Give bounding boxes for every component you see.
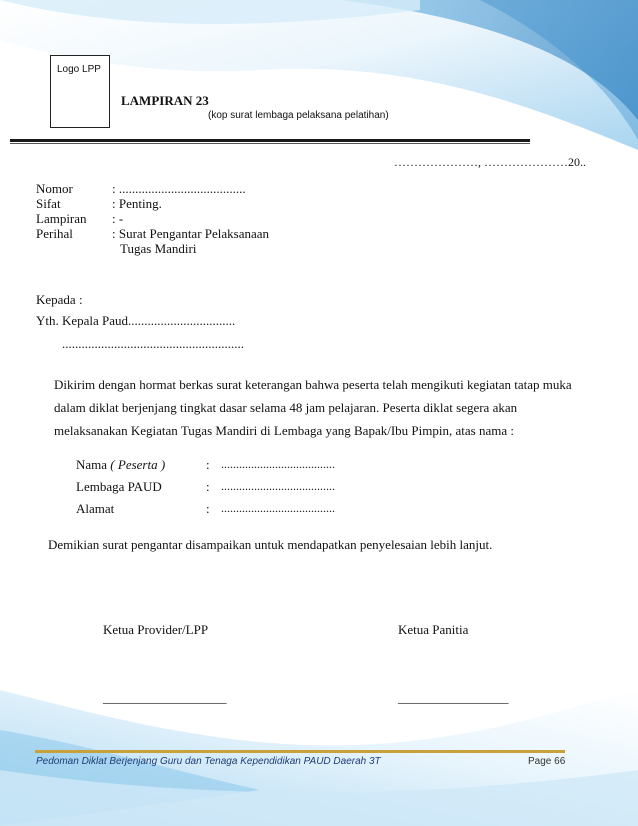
kop-surat-note: (kop surat lembaga pelaksana pelatihan)	[208, 110, 389, 121]
meta-value-sifat: : Penting.	[112, 196, 162, 211]
meta-key-perihal: Perihal	[36, 226, 73, 241]
field-label-nama	[76, 457, 165, 473]
footer-rule	[35, 750, 565, 753]
meta-key-lampiran: Lampiran	[36, 211, 87, 226]
field-colon-lembaga: :	[206, 479, 210, 494]
field-label-nama-peserta: ( Peserta )	[110, 457, 166, 472]
closing-sentence: Demikian surat pengantar disampaikan untuk mendapatkan penyelesaian lebih lanjut.	[48, 537, 493, 552]
field-colon-alamat: :	[206, 501, 210, 516]
signature-title-right: Ketua Panitia	[398, 622, 469, 637]
body-line-3: melaksanakan Kegiatan Tugas Mandiri di Lembaga yang Bapak/Ibu Pimpin, atas nama :	[54, 423, 514, 438]
signature-line-left: ___________________	[103, 690, 227, 705]
date-line: …………………, …………………20..	[394, 155, 586, 169]
yth-line: Yth. Kepala Paud.................................	[36, 313, 236, 328]
header-rule-thick	[10, 139, 530, 142]
yth-dots-line: ........................................................	[62, 336, 244, 351]
meta-value-perihal: : Surat Pengantar Pelaksanaan	[112, 226, 270, 241]
kepada-label: Kepada :	[36, 292, 83, 307]
field-value-alamat: ......................................	[221, 501, 335, 515]
logo-label: Logo LPP	[57, 64, 101, 75]
lampiran-title: LAMPIRAN 23	[121, 93, 209, 108]
body-line-2: dalam diklat berjenjang tingkat dasar selama 48 jam pelajaran. Peserta diklat segera akan	[54, 400, 518, 415]
logo-placeholder	[50, 55, 110, 128]
meta-perihal-continued: Tugas Mandiri	[120, 241, 197, 256]
body-line-1: Dikirim dengan hormat berkas surat keterangan bahwa peserta telah mengikuti kegiatan tatap muka	[54, 377, 572, 392]
header-rule-thin	[10, 143, 530, 144]
field-colon-nama: :	[206, 457, 210, 472]
footer-title: Pedoman Diklat Berjenjang Guru dan Tenaga Kependidikan PAUD Daerah 3T	[36, 756, 381, 767]
field-label-lembaga: Lembaga PAUD	[76, 479, 162, 494]
meta-key-sifat: Sifat	[36, 196, 61, 211]
signature-line-right: _________________	[398, 690, 509, 705]
field-label-alamat: Alamat	[76, 501, 115, 516]
field-value-lembaga: ......................................	[221, 479, 335, 493]
field-value-nama: ......................................	[221, 457, 335, 471]
meta-value-lampiran: : -	[112, 211, 124, 226]
page-number: Page 66	[528, 756, 566, 767]
field-label-nama-text: Nama	[76, 457, 108, 472]
meta-key-nomor: Nomor	[36, 181, 73, 196]
signature-title-left: Ketua Provider/LPP	[103, 622, 209, 637]
meta-value-nomor: : .......................................	[112, 181, 246, 196]
